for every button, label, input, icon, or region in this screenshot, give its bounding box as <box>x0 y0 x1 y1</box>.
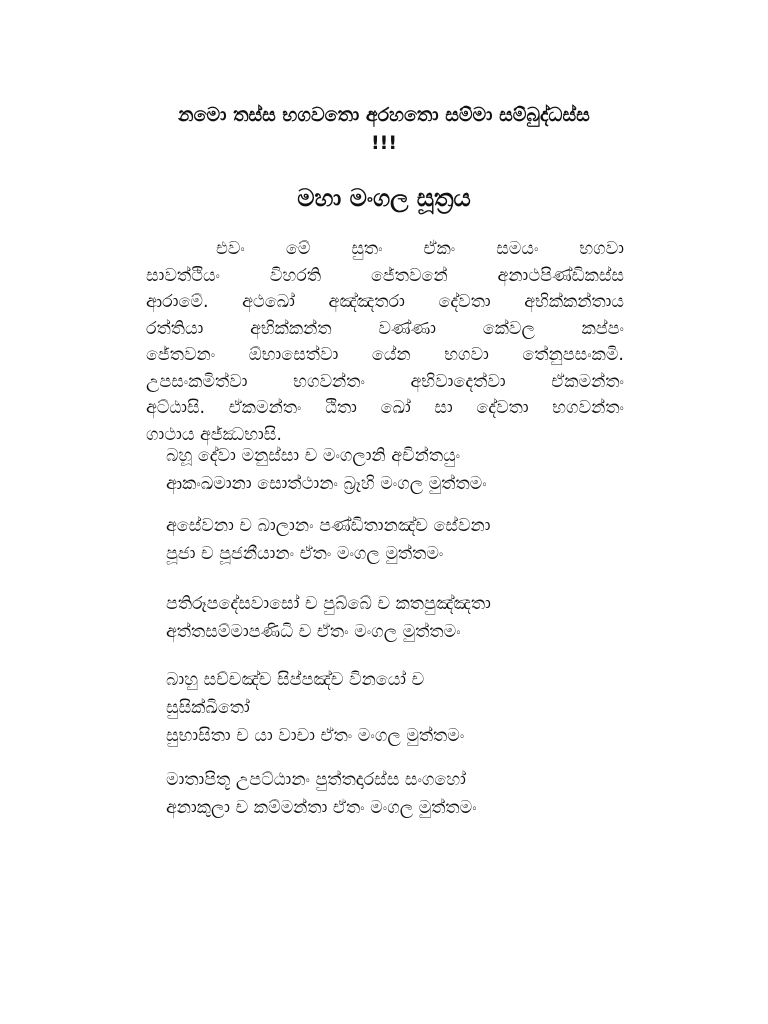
paragraph-line: සාවත්ථියං විහරති ජේතවනේ අනාථපිණ්ඩිකස්ස <box>146 265 624 286</box>
verse-stanza <box>166 666 636 750</box>
verse-stanza <box>166 512 636 568</box>
verse-line: අත්තසම්මාපණිධි ච ඒතං මංගල මුත්තමං <box>166 622 461 642</box>
paragraph-line: අට්ඨාසි. ඒකමන්තං ඨිතා ඛෝ සා දේවතා භගවන්තං <box>146 398 624 418</box>
verse-line: බාහු සච්චඤ්ච සිප්පඤ්ච විනයෝ ච <box>166 670 425 690</box>
verse-line: අසේවනා ච බාලානං පණ්ඩිතානඤ්ච සේවනා <box>166 516 491 536</box>
exclamation-heading: !!! <box>371 132 397 154</box>
verse-stanza <box>166 442 636 498</box>
homage-heading: නමො තස්ස භගවතො අරහතො සම්මා සම්බුද්ධස්ස <box>178 104 590 126</box>
verse-line: මාතාපිතූ උපට්ඨානං පුත්තදාරස්ස සංගහෝ <box>166 770 466 790</box>
paragraph-line: ජේතවනං ඕභාසෙත්වා යේන භගවා තේනුපසංකමි. <box>146 345 624 365</box>
paragraph-line: ආරාමේ. අථඛෝ අඤ්ඤතරා දේවතා අභික්කන්තාය <box>146 292 624 312</box>
verse-stanza <box>166 766 636 822</box>
verse-line: පූජා ච පූජනීයානං ඒතං මංගල මුත්තමං <box>166 544 444 564</box>
verse-stanza <box>166 590 636 646</box>
verse-line: බහූ දේවා මනුස්සා ච මංගලානි අචින්තයුං <box>166 446 461 466</box>
verse-line: අනාකුලා ච කම්මන්තා ඒතං මංගල මුත්තමං <box>166 798 477 818</box>
verse-line: ආකංඛමානා සොත්ථානං බ්‍රෑහි මංගල මුත්තමං <box>166 474 487 494</box>
paragraph-line: උපසංකමිත්වා භගවන්තං අභිවාදෙත්වා ඒකමන්තං <box>146 371 624 392</box>
paragraph-line: රත්තියා අභික්කන්ත වණ්ණා කේවල කප්පං <box>146 318 624 339</box>
verse-line: සුසික්ඛිතෝ <box>166 698 250 718</box>
paragraph-line: එවං මේ සුතං ඒකං සමයං භගවා <box>216 239 624 259</box>
verse-line: සුභාසිතා ච යා වාචා ඒතං මංගල මුත්තමං <box>166 726 465 746</box>
paragraph-line: ගාථාය අජ්ඣභාසි. <box>146 424 282 445</box>
introduction-paragraph <box>146 236 624 448</box>
sutta-title: මහා මංගල සූත්‍රය <box>297 184 471 212</box>
verse-line: පතිරූපදේසවාසෝ ච පුබ්බේ ච කතපුඤ්ඤතා <box>166 594 491 614</box>
